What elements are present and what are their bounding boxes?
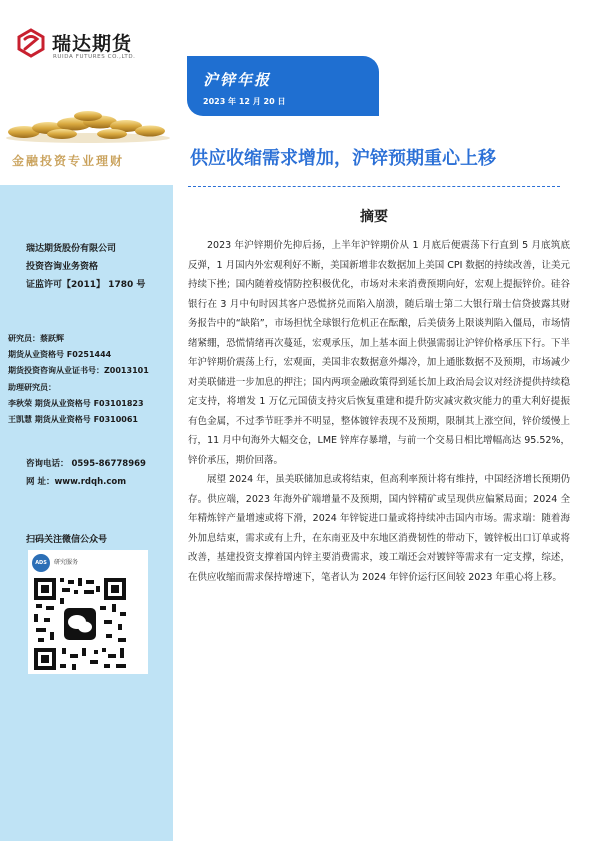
contact-info xyxy=(26,455,146,491)
report-headline: 供应收缩需求增加，沪锌预期重心上移 xyxy=(190,148,496,169)
abstract-title: 摘要 xyxy=(360,209,388,225)
gold-coins-image xyxy=(4,108,172,144)
logo-name-en: RUIDA FUTURES CO.,LTD. xyxy=(53,54,136,60)
company-info xyxy=(26,240,145,294)
researcher-license: 期货从业资格号 F0251444 xyxy=(8,350,112,360)
logo-name-cn: 瑞达期货 xyxy=(52,33,133,55)
researcher-certificate: 期货投资咨询从业证书号：Z0013101 xyxy=(8,366,149,376)
qr-code-icon[interactable] xyxy=(32,576,128,672)
account-badge-icon: ADS xyxy=(32,554,50,572)
report-date: 2023 年 12 月 20 日 xyxy=(203,97,286,106)
company-license: 证监许可【2011】 1780 号 xyxy=(26,280,146,290)
researcher-name: 研究员：蔡跃辉 xyxy=(8,334,64,343)
assistant-1: 李秋荣 期货从业资格号 F03101823 xyxy=(8,398,144,408)
abstract-paragraph: 展望 2024 年，虽美联储加息或将结束，但高利率预计将有维持，中国经济增长预期仍存。供应端，2023 年海外矿端增量不及预期，国内锌精矿或呈现供应偏紧局面；2024 全年精炼锌产量增速或将下滑，2024 年锌锭进口量或将持续冲击国内市场。需求端：随着海外加息结束，需求或有上升，在东南亚及中东地区消费韧性的带动下，镀锌板出口订单或将改善，基建投资支撑着国内锌主要消费需求，竣工端还会对镀锌等需求有一定支撑，综述，在供应收缩而需求保持增速下，笔者认为 2024 年锌价运行区间较 2023 年重心将上移。 xyxy=(188,474,570,583)
qr-title: 扫码关注微信公众号 xyxy=(26,535,108,545)
logo-mark-icon xyxy=(16,28,46,58)
company-logo xyxy=(16,26,156,66)
brand-slogan: 金融投资专业理财 xyxy=(12,154,125,168)
account-name: 研究服务 xyxy=(54,559,79,566)
abstract-paragraph: 2023 年沪锌期价先抑后扬，上半年沪锌期价从 1 月底后便震荡下行直到 5 月底筑底反弹，1 月国内外宏观利好不断，美国新增非农数据加上美国 CPI 数据的持续改善，让美元持续下挫；国内随着疫情防控积极优化，市场对未来消费预期向好，宏观上提振锌价。硅谷银行在 3 月中旬时因其客户恐慌挤兑而陷入崩溃，随后瑞士第二大银行瑞士信贷披露其财务报告中的“缺陷”，市场担忧全球银行危机正在酝酿，后美债务上限谈判陷入僵局，市场情绪紧绷，恐慌情绪再次蔓延，宏观承压，加上基本面上供强需弱让沪锌价格承压下行。下半年沪锌期价震荡上行，宏观面，美国非农数据意外爆冷，加上通胀数据不及预期，市场减少对美联储进一步加息的押注；国内两项金融政策得到延长加上政治局会议对经济提供持续稳定支持，将增发 1 万亿元国债支持灾后恢复重建和提升防灾减灾救灾能力的重大利好提振有色金属，不过季节旺季并不明显，整体镀锌表现不及预期，限制其上涨空间，锌价缓慢上行，11 月中旬海外大幅交仓，LME 锌库存暴增，与前一个交易日相比增幅高达 95.52%，锌价承压，期价回落。 xyxy=(188,240,570,466)
company-qualification: 投资咨询业务资格 xyxy=(26,262,99,272)
abstract-body xyxy=(188,236,570,587)
wechat-qr-card xyxy=(28,550,148,674)
company-name: 瑞达期货股份有限公司 xyxy=(26,244,117,254)
contact-phone: 咨询电话： 0595-86778969 xyxy=(26,459,146,469)
assistant-label: 助理研究员： xyxy=(8,382,56,392)
left-header-area xyxy=(0,0,173,185)
divider xyxy=(188,186,560,187)
assistant-2: 王凯慧 期货从业资格号 F0310061 xyxy=(8,415,138,425)
qr-header xyxy=(32,554,144,572)
researcher-info xyxy=(8,331,149,428)
contact-website[interactable]: 网 址：www.rdqh.com xyxy=(26,477,127,487)
report-banner xyxy=(187,56,379,116)
report-series: 沪锌年报 xyxy=(203,71,272,89)
